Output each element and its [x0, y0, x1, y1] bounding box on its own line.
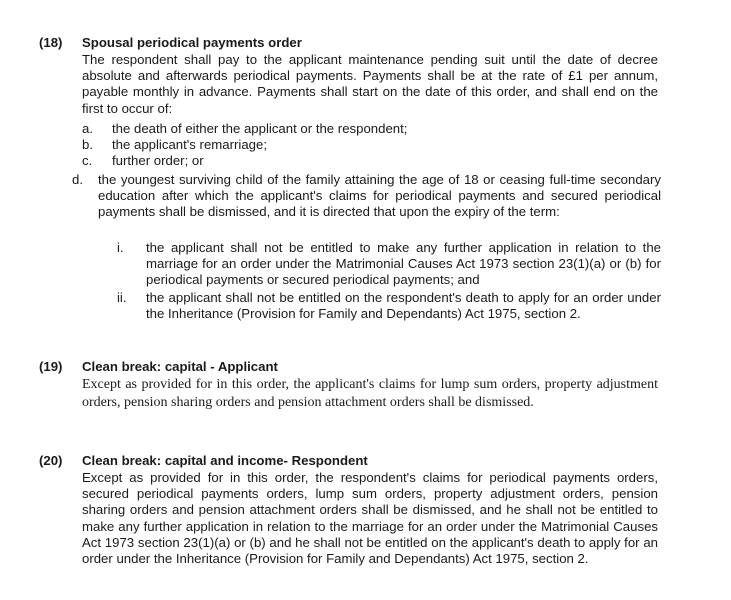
item-marker: ii.	[117, 290, 127, 305]
item-marker: i.	[117, 240, 124, 255]
item-text: the youngest surviving child of the family attaining the age of 18 or ceasing full-time secondary education after which the applicant's claims for periodical payments and secured periodical payments shall be dismissed, and it is directed that upon the expiry of the term:	[98, 172, 661, 220]
clause-body: Except as provided for in this order, the applicant's claims for lump sum orders, property adjustment orders, pension sharing orders and pension attachment orders shall be dismissed.	[82, 377, 658, 410]
clause-intro: The respondent shall pay to the applicant maintenance pending suit until the date of decree absolute and afterwards periodical payments. Payments shall be at the rate of £1 per annum, payable monthly in advance. Payments shall start on the date of this order, and shall end on the first to occur of:	[82, 52, 658, 116]
list-item	[82, 137, 658, 153]
item-text: the applicant shall not be entitled to make any further application in relation to the marriage for an order under the Matrimonial Causes Act 1973 section 23(1)(a) or (b) for periodical payments or secured periodical payments; and	[146, 240, 661, 288]
clause-heading: Clean break: capital and income- Respondent	[82, 453, 368, 468]
clause-number: (20)	[39, 453, 63, 468]
clause-heading: Spousal periodical payments order	[82, 35, 302, 50]
clause-number: (18)	[39, 35, 63, 50]
clause-number: (19)	[39, 359, 63, 374]
clause-body: Except as provided for in this order, the respondent's claims for periodical payments orders, secured periodical payments orders, lump sum orders, property adjustment orders, pension sharing orders and pension attachment orders shall be dismissed, and he shall not be entitled to make any further application in relation to the marriage for an order under the Matrimonial Causes Act 1973 section 23(1)(a) or (b) and he shall not be entitled on the applicant's death to apply for an order under the Inheritance (Provision for Family and Dependants) Act 1975, section 2.	[82, 470, 658, 567]
list-item	[82, 153, 658, 169]
item-marker: b.	[82, 137, 93, 152]
list-item	[82, 121, 658, 137]
clause-heading: Clean break: capital - Applicant	[82, 359, 278, 374]
item-text: the death of either the applicant or the respondent;	[112, 121, 408, 136]
item-marker: a.	[82, 121, 93, 136]
item-list	[82, 121, 658, 169]
item-marker: c.	[82, 153, 93, 168]
item-text: the applicant's remarriage;	[112, 137, 267, 152]
item-text: further order; or	[112, 153, 204, 168]
item-text: the applicant shall not be entitled on the respondent's death to apply for an order under the Inheritance (Provision for Family and Dependants) Act 1975, section 2.	[146, 290, 661, 322]
item-marker: d.	[72, 172, 83, 187]
